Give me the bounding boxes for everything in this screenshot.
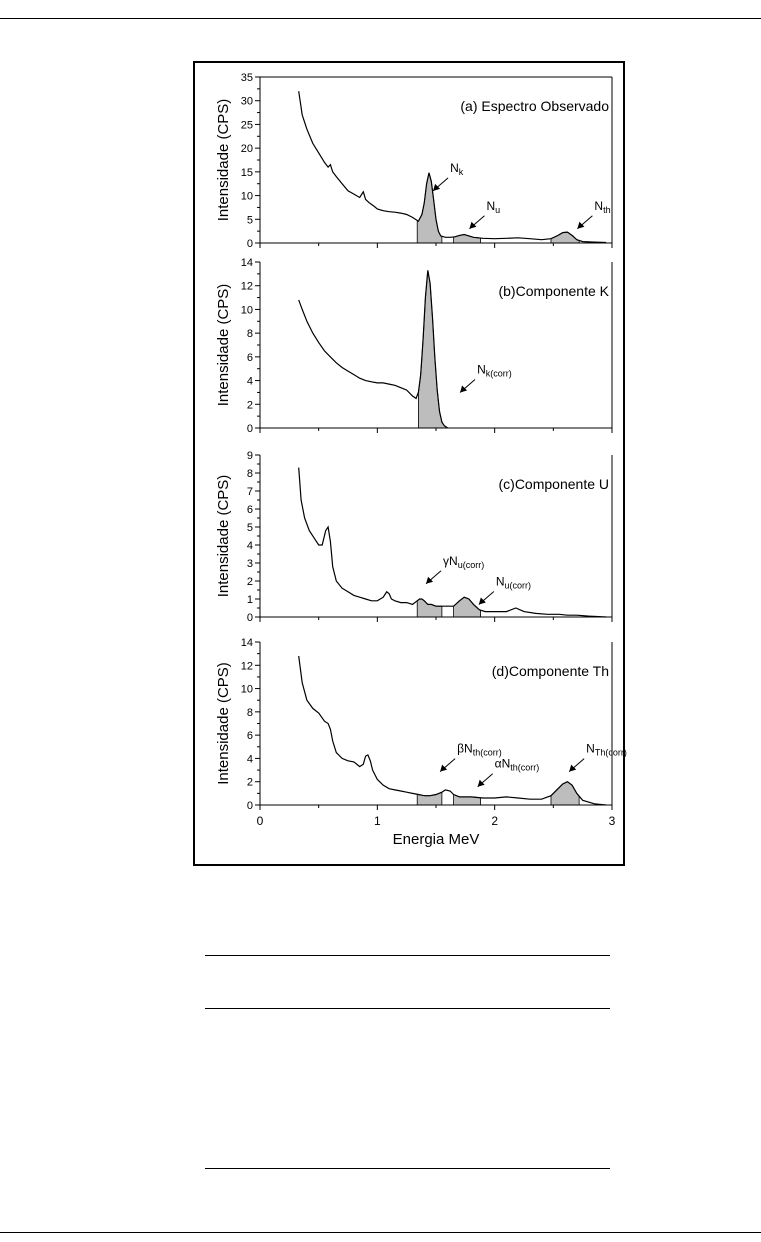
x-tick-label: 0 — [256, 814, 264, 828]
peak-annotation — [450, 161, 464, 177]
y-tick-label: 2 — [246, 776, 253, 789]
y-tick-label: 2 — [246, 399, 253, 412]
peak-annotation — [495, 757, 540, 773]
annotation-subscript: u(corr) — [504, 580, 532, 591]
y-tick-label: 0 — [246, 423, 253, 435]
y-tick-label: 7 — [246, 486, 253, 498]
peak-annotation — [594, 199, 610, 215]
arrow-head — [460, 385, 467, 392]
arrow-head — [440, 765, 447, 772]
panel-b — [215, 257, 612, 435]
y-tick-label: 6 — [246, 730, 253, 743]
annotation-subscript: u(corr) — [457, 559, 485, 570]
y-axis-label: Intensidade (CPS) — [215, 283, 232, 407]
annotation-subscript: th(corr) — [472, 747, 502, 758]
x-axis-label: Energia MeV — [392, 831, 480, 848]
shaded-peak-region — [551, 782, 579, 805]
annotation-main: N — [450, 160, 459, 175]
table-top-rule — [205, 955, 610, 956]
y-tick-label: 6 — [246, 504, 253, 516]
arrow-head — [577, 222, 584, 229]
y-tick-label: 30 — [240, 95, 253, 108]
panel-title: (a) Espectro Observado — [460, 98, 609, 114]
panel-a — [215, 72, 612, 250]
y-tick-label: 3 — [246, 558, 253, 570]
y-tick-label: 10 — [240, 304, 253, 317]
annotation-main: N — [594, 198, 604, 213]
panel-d — [215, 637, 627, 848]
annotation-main: N — [495, 574, 505, 589]
y-tick-label: 4 — [246, 753, 253, 766]
arrow-head — [433, 184, 440, 191]
arrow-head — [569, 765, 576, 772]
y-tick-label: 0 — [246, 238, 253, 250]
peak-annotation — [477, 362, 512, 378]
arrow-head — [479, 598, 486, 605]
y-tick-label: 12 — [240, 660, 253, 673]
y-tick-label: 14 — [240, 257, 253, 269]
annotation-subscript: u — [495, 204, 501, 215]
y-tick-label: 0 — [246, 800, 253, 812]
y-tick-label: 0 — [246, 612, 253, 624]
panel-title: (c)Componente U — [498, 476, 609, 492]
y-tick-label: 5 — [246, 214, 253, 227]
y-tick-label: 5 — [246, 522, 253, 534]
y-tick-label: 10 — [240, 190, 253, 203]
y-axis-label: Intensidade (CPS) — [215, 662, 232, 785]
y-tick-label: 8 — [246, 706, 253, 719]
annotation-main: N — [486, 198, 496, 213]
annotation-main: N — [477, 362, 486, 377]
y-tick-label: 10 — [240, 683, 253, 696]
y-tick-label: 12 — [240, 280, 253, 293]
annotation-main: γN — [443, 553, 458, 568]
peak-annotation — [457, 742, 502, 758]
y-axis-label: Intensidade (CPS) — [215, 98, 232, 222]
page-bottom-rule — [0, 1232, 761, 1233]
shaded-peak-region — [417, 174, 442, 243]
y-tick-label: 4 — [246, 375, 253, 388]
y-tick-label: 35 — [240, 72, 253, 84]
peak-annotation — [586, 742, 627, 758]
annotation-subscript: k — [458, 166, 464, 177]
panel-title: (d)Componente Th — [491, 663, 609, 679]
annotation-subscript: k(corr) — [485, 368, 512, 379]
x-tick-label: 2 — [491, 814, 499, 828]
annotation-main: αN — [494, 756, 511, 771]
peak-annotation — [486, 199, 500, 215]
panel-c — [215, 450, 612, 624]
y-tick-label: 8 — [246, 468, 253, 480]
panel-title: (b)Componente K — [498, 283, 609, 299]
annotation-subscript: Th(corr) — [594, 747, 627, 758]
y-tick-label: 4 — [246, 540, 253, 552]
y-axis-label: Intensidade (CPS) — [215, 474, 232, 598]
arrow-head — [478, 780, 485, 787]
peak-annotation — [496, 575, 531, 591]
x-tick-label: 1 — [373, 814, 381, 828]
y-tick-label: 8 — [246, 328, 253, 341]
y-tick-label: 25 — [240, 119, 253, 132]
annotation-subscript: th(corr) — [510, 762, 540, 773]
y-tick-label: 9 — [246, 450, 253, 462]
peak-annotation — [443, 554, 484, 570]
y-tick-label: 6 — [246, 351, 253, 364]
y-tick-label: 2 — [246, 576, 253, 588]
annotation-subscript: th — [603, 204, 611, 215]
y-tick-label: 1 — [246, 594, 253, 606]
annotation-main: βN — [457, 741, 473, 756]
shaded-peak-region — [417, 599, 442, 617]
x-tick-label: 3 — [608, 814, 616, 828]
y-tick-label: 15 — [240, 166, 253, 179]
arrow-head — [469, 222, 476, 229]
annotation-main: N — [586, 741, 595, 756]
y-tick-label: 14 — [240, 637, 253, 649]
table-header-rule — [205, 1008, 610, 1009]
table-bottom-rule — [205, 1168, 610, 1169]
arrow-head — [426, 577, 433, 584]
y-tick-label: 20 — [240, 143, 253, 156]
